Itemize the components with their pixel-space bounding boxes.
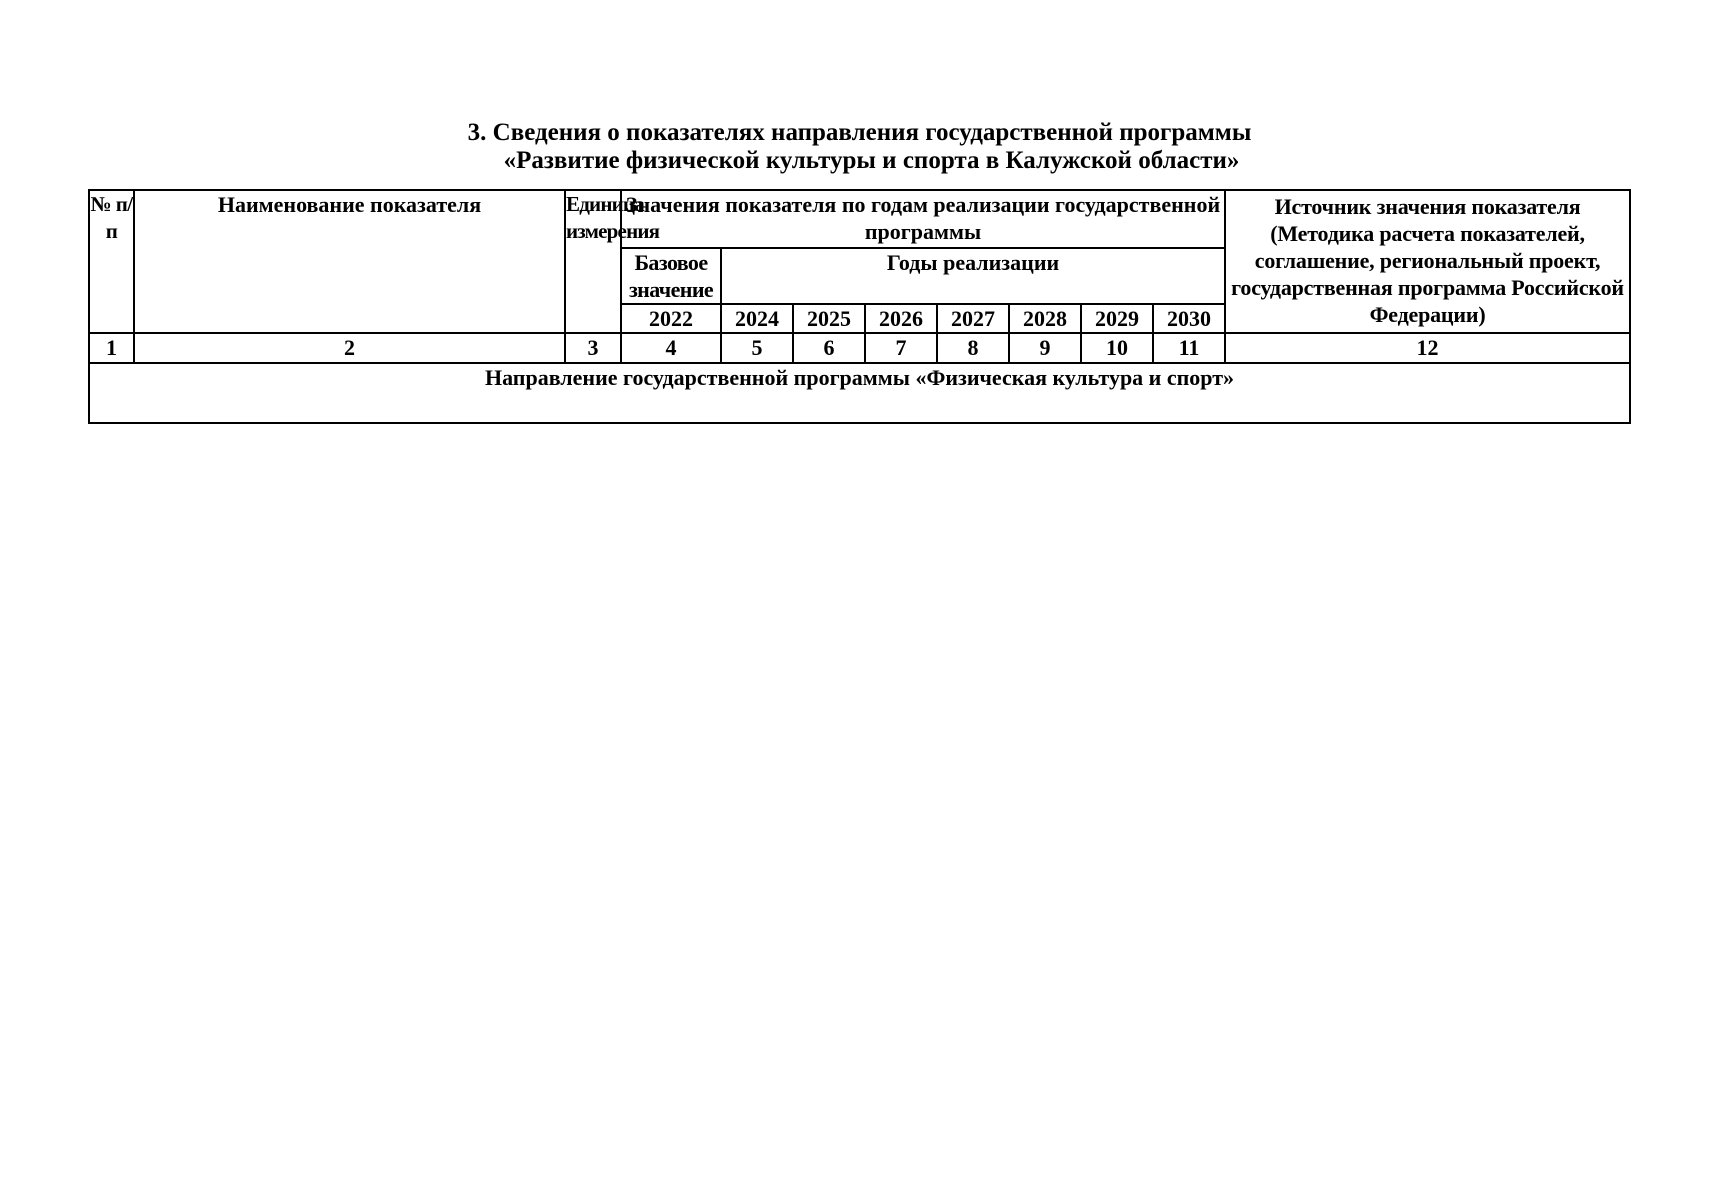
column-number: 9 bbox=[1009, 333, 1081, 363]
header-values-group: Значения показателя по годам реализации государственной программы bbox=[621, 190, 1225, 248]
indicators-table bbox=[88, 189, 1631, 424]
column-number: 4 bbox=[621, 333, 721, 363]
column-number: 11 bbox=[1153, 333, 1225, 363]
column-number: 12 bbox=[1225, 333, 1630, 363]
header-year: 2024 bbox=[721, 304, 793, 333]
header-base-year: 2022 bbox=[621, 304, 721, 333]
header-year: 2027 bbox=[937, 304, 1009, 333]
header-year: 2030 bbox=[1153, 304, 1225, 333]
column-number: 3 bbox=[565, 333, 621, 363]
column-number: 8 bbox=[937, 333, 1009, 363]
header-year: 2029 bbox=[1081, 304, 1153, 333]
header-number: № п/п bbox=[89, 190, 134, 333]
header-year: 2025 bbox=[793, 304, 865, 333]
header-source: Источник значения показателя (Методика расчета показателей, соглашение, региональный проект, государственная программа Российской Федерации) bbox=[1225, 190, 1630, 333]
section-title-row: Направление государственной программы «Физическая культура и спорт» bbox=[89, 363, 1630, 423]
column-number: 5 bbox=[721, 333, 793, 363]
header-indicator-name: Наименование показателя bbox=[134, 190, 565, 333]
column-number: 6 bbox=[793, 333, 865, 363]
column-number: 2 bbox=[134, 333, 565, 363]
header-base-value: Базовое значение bbox=[621, 248, 721, 304]
column-number: 10 bbox=[1081, 333, 1153, 363]
document-title-line1: 3. Сведения о показателях направления государственной программы bbox=[467, 119, 1252, 146]
column-number: 1 bbox=[89, 333, 134, 363]
column-numbering-row bbox=[89, 333, 1630, 363]
header-years-group: Годы реализации bbox=[721, 248, 1225, 304]
header-unit: Единица измерения bbox=[565, 190, 621, 333]
column-number: 7 bbox=[865, 333, 937, 363]
header-year: 2026 bbox=[865, 304, 937, 333]
header-year: 2028 bbox=[1009, 304, 1081, 333]
document-title-line2: «Развитие физической культуры и спорта в Калужской области» bbox=[503, 147, 1240, 174]
